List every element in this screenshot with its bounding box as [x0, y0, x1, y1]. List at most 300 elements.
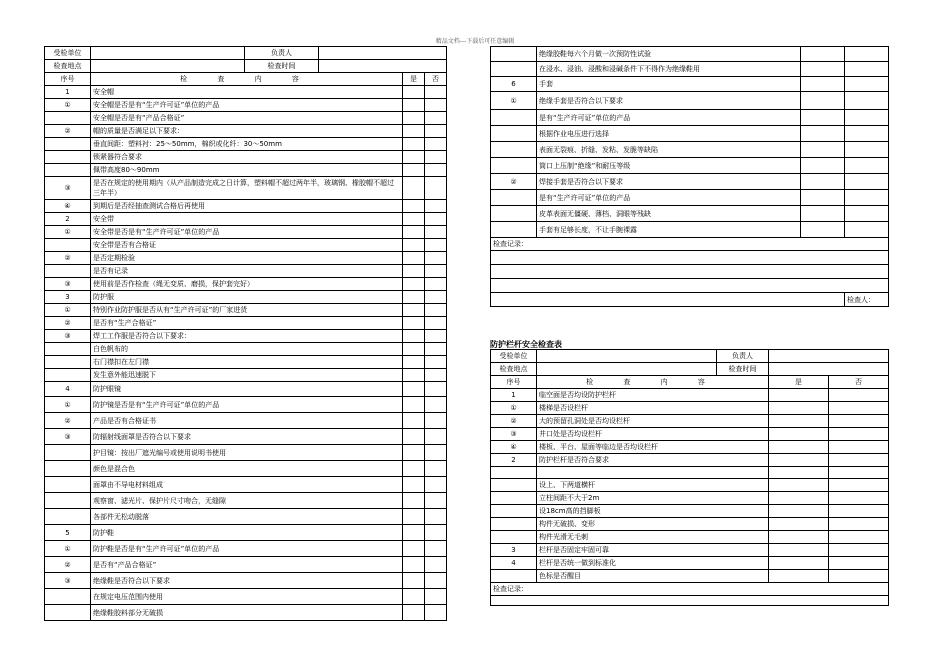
- item-number: ①: [45, 541, 91, 557]
- item-number: [45, 356, 91, 369]
- no-cell[interactable]: [425, 239, 447, 252]
- checklist-row: [45, 330, 447, 343]
- checklist-row: [45, 541, 447, 557]
- record-line[interactable]: [491, 265, 889, 279]
- item-text: 防护鞋: [91, 525, 403, 541]
- item-text: 色标是否醒目: [537, 570, 769, 583]
- no-cell[interactable]: [845, 77, 889, 92]
- unit-value[interactable]: [537, 350, 717, 363]
- no-cell[interactable]: [829, 505, 889, 518]
- checklist-row: [45, 291, 447, 304]
- item-text: 面罩由不导电材料组成: [91, 477, 403, 493]
- checklist-row: [491, 110, 889, 126]
- guardrail-checklist-table: [490, 349, 889, 606]
- item-text: 绝缘鞋胶料部分无破损: [91, 605, 403, 621]
- yes-cell[interactable]: [403, 213, 425, 226]
- item-text: 产品是否有合格证书: [91, 413, 403, 429]
- yes-cell[interactable]: [403, 239, 425, 252]
- yes-cell[interactable]: [769, 467, 829, 479]
- no-cell[interactable]: [829, 479, 889, 492]
- time-label: 检查时间: [717, 363, 769, 376]
- item-text: 绝缘鞋是否符合以下要求: [91, 573, 403, 589]
- item-number: ③: [45, 573, 91, 589]
- no-cell[interactable]: [829, 492, 889, 505]
- item-text: 楼板、平台、屋面等临边是否均设栏杆: [537, 441, 769, 454]
- item-text: 临空面是否均设防护栏杆: [537, 389, 769, 402]
- yes-cell[interactable]: [801, 174, 845, 190]
- time-value[interactable]: [769, 363, 889, 376]
- yes-cell[interactable]: [769, 389, 829, 402]
- item-text: 特别作业防护服是否从有“生产许可证”的厂家进货: [91, 304, 403, 317]
- checklist-row: [491, 415, 889, 428]
- checklist-row: [45, 112, 447, 125]
- no-cell[interactable]: [845, 222, 889, 238]
- item-number: [45, 138, 91, 151]
- yes-cell[interactable]: [403, 343, 425, 356]
- yes-cell[interactable]: [801, 222, 845, 238]
- no-cell[interactable]: [425, 304, 447, 317]
- no-cell[interactable]: [829, 415, 889, 428]
- yes-cell[interactable]: [403, 330, 425, 343]
- yes-cell[interactable]: [403, 112, 425, 125]
- item-number: ①: [45, 99, 91, 112]
- record-label: 检查记录：: [491, 583, 889, 596]
- person-value[interactable]: [319, 47, 447, 60]
- item-text: 绝缘手套是否符合以下要求: [537, 92, 801, 110]
- yes-cell[interactable]: [403, 125, 425, 138]
- item-number: 2: [491, 454, 537, 467]
- no-cell[interactable]: [425, 138, 447, 151]
- item-number: ②: [45, 125, 91, 138]
- page-header-note: 精品文档---下载后可任意编辑: [435, 38, 515, 45]
- yes-cell[interactable]: [801, 62, 845, 77]
- no-cell[interactable]: [425, 397, 447, 413]
- item-number: ②: [491, 415, 537, 428]
- no-cell[interactable]: [845, 92, 889, 110]
- item-number: 1: [491, 389, 537, 402]
- no-cell[interactable]: [425, 605, 447, 621]
- item-number: ①: [491, 402, 537, 415]
- guardrail-title: 防护栏杆安全检查表: [490, 340, 562, 349]
- yes-cell[interactable]: [403, 589, 425, 605]
- yes-cell[interactable]: [403, 304, 425, 317]
- no-cell[interactable]: [425, 291, 447, 304]
- time-value[interactable]: [319, 60, 447, 73]
- no-cell[interactable]: [829, 389, 889, 402]
- item-number: [45, 445, 91, 461]
- item-text: 大的预留孔洞处是否均设栏杆: [537, 415, 769, 428]
- item-number: 3: [45, 291, 91, 304]
- item-text: 是否有记录: [91, 265, 403, 278]
- yes-cell[interactable]: [403, 573, 425, 589]
- yes-cell[interactable]: [801, 110, 845, 126]
- col-header-no: 序号: [45, 73, 91, 86]
- record-line[interactable]: [491, 279, 889, 293]
- checklist-row: [491, 158, 889, 174]
- yes-cell[interactable]: [801, 206, 845, 222]
- no-cell[interactable]: [425, 493, 447, 509]
- item-number: [491, 110, 537, 126]
- checklist-row: [491, 190, 889, 206]
- checklist-row: [491, 222, 889, 238]
- location-value[interactable]: [91, 60, 245, 73]
- no-cell[interactable]: [425, 369, 447, 382]
- item-text: 防护栏杆是否符合要求: [537, 454, 769, 467]
- yes-cell[interactable]: [403, 200, 425, 213]
- item-text: 各部件无松动脱落: [91, 509, 403, 525]
- item-number: ③: [491, 428, 537, 441]
- checklist-row: [491, 92, 889, 110]
- no-cell[interactable]: [829, 518, 889, 531]
- no-cell[interactable]: [425, 177, 447, 200]
- yes-cell[interactable]: [769, 428, 829, 441]
- item-text: 白色帆布的: [91, 343, 403, 356]
- checklist-row: [45, 509, 447, 525]
- inspector-blank[interactable]: [491, 293, 845, 307]
- yes-cell[interactable]: [403, 164, 425, 177]
- item-text: 防护服: [91, 291, 403, 304]
- no-cell[interactable]: [425, 151, 447, 164]
- no-cell[interactable]: [425, 343, 447, 356]
- checklist-row: [45, 304, 447, 317]
- checklist-row: [45, 461, 447, 477]
- item-number: [45, 265, 91, 278]
- item-text: 是否在规定的使用期内（从产品制造完成之日计算，塑料帽不超过两年半，玻璃钢、橡胶帽不超过三年半）: [91, 177, 403, 200]
- yes-cell[interactable]: [801, 92, 845, 110]
- no-cell[interactable]: [829, 441, 889, 454]
- no-cell[interactable]: [845, 47, 889, 62]
- checklist-row: [45, 138, 447, 151]
- yes-cell[interactable]: [403, 151, 425, 164]
- item-number: [491, 47, 537, 62]
- yes-cell[interactable]: [769, 402, 829, 415]
- yes-cell[interactable]: [769, 557, 829, 570]
- no-cell[interactable]: [829, 557, 889, 570]
- item-number: ①: [45, 226, 91, 239]
- no-cell[interactable]: [829, 467, 889, 479]
- checklist-row: [491, 467, 889, 479]
- no-cell[interactable]: [425, 330, 447, 343]
- no-cell[interactable]: [845, 158, 889, 174]
- checklist-row: [491, 389, 889, 402]
- yes-cell[interactable]: [801, 142, 845, 158]
- yes-cell[interactable]: [403, 356, 425, 369]
- no-cell[interactable]: [425, 382, 447, 397]
- item-number: [491, 62, 537, 77]
- item-text: 观察窗、滤光片、保护片尺寸吻合，无缝隙: [91, 493, 403, 509]
- checklist-row: [491, 454, 889, 467]
- item-text: 根据作业电压进行选择: [537, 126, 801, 142]
- no-cell[interactable]: [829, 428, 889, 441]
- checklist-row: [491, 126, 889, 142]
- checklist-row: [45, 445, 447, 461]
- yes-cell[interactable]: [769, 415, 829, 428]
- checklist-row: [45, 99, 447, 112]
- col-header-yes: 是: [403, 73, 425, 86]
- no-cell[interactable]: [829, 544, 889, 557]
- item-text: 手套: [537, 77, 801, 92]
- item-text: 是否有“生产合格证”: [91, 317, 403, 330]
- col-header-yes: 是: [769, 376, 829, 389]
- checklist-row: [491, 570, 889, 583]
- item-text: 绝缘胶鞋每六个月做一次预防性试验: [537, 47, 801, 62]
- unit-label: 受检单位: [491, 350, 537, 363]
- no-cell[interactable]: [845, 206, 889, 222]
- item-number: [45, 151, 91, 164]
- yes-cell[interactable]: [801, 190, 845, 206]
- item-text: 构件无破损、变形: [537, 518, 769, 531]
- yes-cell[interactable]: [769, 531, 829, 544]
- checklist-row: [491, 441, 889, 454]
- item-number: ①: [491, 92, 537, 110]
- yes-cell[interactable]: [769, 492, 829, 505]
- item-number: ③: [45, 177, 91, 200]
- item-number: [45, 589, 91, 605]
- no-cell[interactable]: [425, 573, 447, 589]
- checklist-row: [491, 62, 889, 77]
- checklist-row: [491, 505, 889, 518]
- yes-cell[interactable]: [769, 505, 829, 518]
- item-number: [45, 477, 91, 493]
- yes-cell[interactable]: [403, 525, 425, 541]
- col-header-item: 检 查 内 容: [537, 376, 769, 389]
- no-cell[interactable]: [425, 125, 447, 138]
- no-cell[interactable]: [425, 557, 447, 573]
- no-cell[interactable]: [425, 541, 447, 557]
- item-text: 防辐射线面罩是否符合以下要求: [91, 429, 403, 445]
- location-value[interactable]: [537, 363, 717, 376]
- no-cell[interactable]: [845, 62, 889, 77]
- checklist-row: [45, 200, 447, 213]
- no-cell[interactable]: [425, 317, 447, 330]
- item-number: [491, 531, 537, 544]
- item-number: ③: [45, 330, 91, 343]
- yes-cell[interactable]: [769, 570, 829, 583]
- yes-cell[interactable]: [403, 557, 425, 573]
- item-number: 4: [45, 382, 91, 397]
- yes-cell[interactable]: [403, 291, 425, 304]
- yes-cell[interactable]: [403, 99, 425, 112]
- record-line[interactable]: [491, 596, 889, 606]
- location-label: 检查地点: [491, 363, 537, 376]
- no-cell[interactable]: [425, 200, 447, 213]
- yes-cell[interactable]: [403, 477, 425, 493]
- item-number: [491, 190, 537, 206]
- item-text: 帽的质量是否满足以下要求：: [91, 125, 403, 138]
- checklist-row: [491, 531, 889, 544]
- item-text: 安全带是否是有“生产许可证”单位的产品: [91, 226, 403, 239]
- item-text: 安全带: [91, 213, 403, 226]
- yes-cell[interactable]: [769, 454, 829, 467]
- yes-cell[interactable]: [403, 605, 425, 621]
- checklist-row: [45, 278, 447, 291]
- yes-cell[interactable]: [403, 265, 425, 278]
- checklist-row: [45, 589, 447, 605]
- item-text: 颜色是混合色: [91, 461, 403, 477]
- no-cell[interactable]: [425, 461, 447, 477]
- no-cell[interactable]: [425, 429, 447, 445]
- no-cell[interactable]: [425, 278, 447, 291]
- yes-cell[interactable]: [403, 317, 425, 330]
- item-number: ④: [45, 200, 91, 213]
- checklist-row: [45, 239, 447, 252]
- yes-cell[interactable]: [801, 158, 845, 174]
- no-cell[interactable]: [425, 99, 447, 112]
- checklist-row: [45, 369, 447, 382]
- yes-cell[interactable]: [403, 493, 425, 509]
- no-cell[interactable]: [425, 86, 447, 99]
- yes-cell[interactable]: [403, 541, 425, 557]
- item-number: [45, 493, 91, 509]
- yes-cell[interactable]: [769, 441, 829, 454]
- item-text: 井口处是否均设栏杆: [537, 428, 769, 441]
- yes-cell[interactable]: [801, 77, 845, 92]
- yes-cell[interactable]: [403, 382, 425, 397]
- item-number: ②: [45, 413, 91, 429]
- item-text: 栏杆是否固定牢固可靠: [537, 544, 769, 557]
- no-cell[interactable]: [829, 531, 889, 544]
- no-cell[interactable]: [425, 356, 447, 369]
- yes-cell[interactable]: [403, 138, 425, 151]
- item-text: 筒口上压制“绝缘”和耐压等级: [537, 158, 801, 174]
- item-number: 3: [491, 544, 537, 557]
- item-text: 构件光滑无毛刺: [537, 531, 769, 544]
- checklist-row: [491, 47, 889, 62]
- yes-cell[interactable]: [769, 544, 829, 557]
- no-cell[interactable]: [845, 110, 889, 126]
- yes-cell[interactable]: [769, 479, 829, 492]
- item-number: [491, 505, 537, 518]
- no-cell[interactable]: [425, 525, 447, 541]
- item-number: [45, 369, 91, 382]
- yes-cell[interactable]: [403, 369, 425, 382]
- item-text: 是否定期检验: [91, 252, 403, 265]
- item-text: 是有“生产许可证”单位的产品: [537, 110, 801, 126]
- item-text: 设18cm高的挡脚板: [537, 505, 769, 518]
- checklist-row: [491, 402, 889, 415]
- yes-cell[interactable]: [403, 413, 425, 429]
- item-number: 6: [491, 77, 537, 92]
- item-text: 防护眼镜: [91, 382, 403, 397]
- item-number: ③: [45, 429, 91, 445]
- inspector-label: 检查人：: [845, 293, 889, 307]
- item-text: 手套有足够长度，不让手腕裸露: [537, 222, 801, 238]
- item-number: [491, 222, 537, 238]
- checklist-row: [45, 525, 447, 541]
- checklist-row: [45, 265, 447, 278]
- person-label: 负责人: [245, 47, 319, 60]
- no-cell[interactable]: [425, 413, 447, 429]
- checklist-row: [45, 397, 447, 413]
- checklist-row: [45, 429, 447, 445]
- checklist-row: [491, 77, 889, 92]
- item-number: ②: [45, 317, 91, 330]
- no-cell[interactable]: [425, 213, 447, 226]
- item-text: 佩带高度80～90mm: [91, 164, 403, 177]
- checklist-row: [491, 142, 889, 158]
- item-text: 设上、下两道横杆: [537, 479, 769, 492]
- item-number: [45, 164, 91, 177]
- checklist-row: [491, 428, 889, 441]
- item-text: 右门襟扣在左门襟: [91, 356, 403, 369]
- no-cell[interactable]: [845, 142, 889, 158]
- item-text: 安全帽: [91, 86, 403, 99]
- no-cell[interactable]: [425, 252, 447, 265]
- no-cell[interactable]: [425, 477, 447, 493]
- no-cell[interactable]: [845, 126, 889, 142]
- item-text: 发生意外能迅速脱下: [91, 369, 403, 382]
- item-number: [491, 492, 537, 505]
- person-value[interactable]: [769, 350, 889, 363]
- yes-cell[interactable]: [403, 397, 425, 413]
- checklist-row: [45, 252, 447, 265]
- no-cell[interactable]: [425, 112, 447, 125]
- yes-cell[interactable]: [403, 86, 425, 99]
- yes-cell[interactable]: [403, 252, 425, 265]
- item-number: 4: [491, 557, 537, 570]
- no-cell[interactable]: [425, 445, 447, 461]
- item-text: 栏杆是否统一做到标准化: [537, 557, 769, 570]
- yes-cell[interactable]: [801, 126, 845, 142]
- col-header-no-result: 否: [829, 376, 889, 389]
- no-cell[interactable]: [829, 454, 889, 467]
- checklist-row: [45, 382, 447, 397]
- no-cell[interactable]: [425, 226, 447, 239]
- item-text: 使用前是否作检查（绳无变质、磨损，保护套完好）: [91, 278, 403, 291]
- item-text: 安全帽是否是有“产品合格证”: [91, 112, 403, 125]
- checklist-row: [45, 86, 447, 99]
- col-header-no: 序号: [491, 376, 537, 389]
- checklist-row: [45, 317, 447, 330]
- yes-cell[interactable]: [403, 445, 425, 461]
- yes-cell[interactable]: [403, 177, 425, 200]
- yes-cell[interactable]: [801, 47, 845, 62]
- item-text: [537, 467, 769, 479]
- yes-cell[interactable]: [769, 518, 829, 531]
- item-text: 楼梯是否设栏杆: [537, 402, 769, 415]
- no-cell[interactable]: [425, 164, 447, 177]
- item-number: ②: [491, 174, 537, 190]
- checklist-row: [45, 493, 447, 509]
- no-cell[interactable]: [829, 402, 889, 415]
- item-text: 垂直间距：塑料衬：25～50mm，棉织或化纤：30～50mm: [91, 138, 403, 151]
- record-line[interactable]: [491, 251, 889, 265]
- checklist-row: [491, 174, 889, 190]
- record-label: 检查记录：: [491, 238, 889, 251]
- col-header-item: 检 查 内 容: [91, 73, 403, 86]
- item-text: 在规定电压范围内使用: [91, 589, 403, 605]
- no-cell[interactable]: [425, 509, 447, 525]
- time-label: 检查时间: [245, 60, 319, 73]
- checklist-row: [45, 605, 447, 621]
- yes-cell[interactable]: [403, 509, 425, 525]
- item-number: 2: [45, 213, 91, 226]
- no-cell[interactable]: [829, 570, 889, 583]
- yes-cell[interactable]: [403, 278, 425, 291]
- item-number: [45, 509, 91, 525]
- item-number: ②: [45, 557, 91, 573]
- checklist-row: [491, 544, 889, 557]
- yes-cell[interactable]: [403, 226, 425, 239]
- no-cell[interactable]: [845, 174, 889, 190]
- item-number: [45, 112, 91, 125]
- yes-cell[interactable]: [403, 461, 425, 477]
- no-cell[interactable]: [845, 190, 889, 206]
- yes-cell[interactable]: [403, 429, 425, 445]
- no-cell[interactable]: [425, 589, 447, 605]
- unit-value[interactable]: [91, 47, 245, 60]
- no-cell[interactable]: [425, 265, 447, 278]
